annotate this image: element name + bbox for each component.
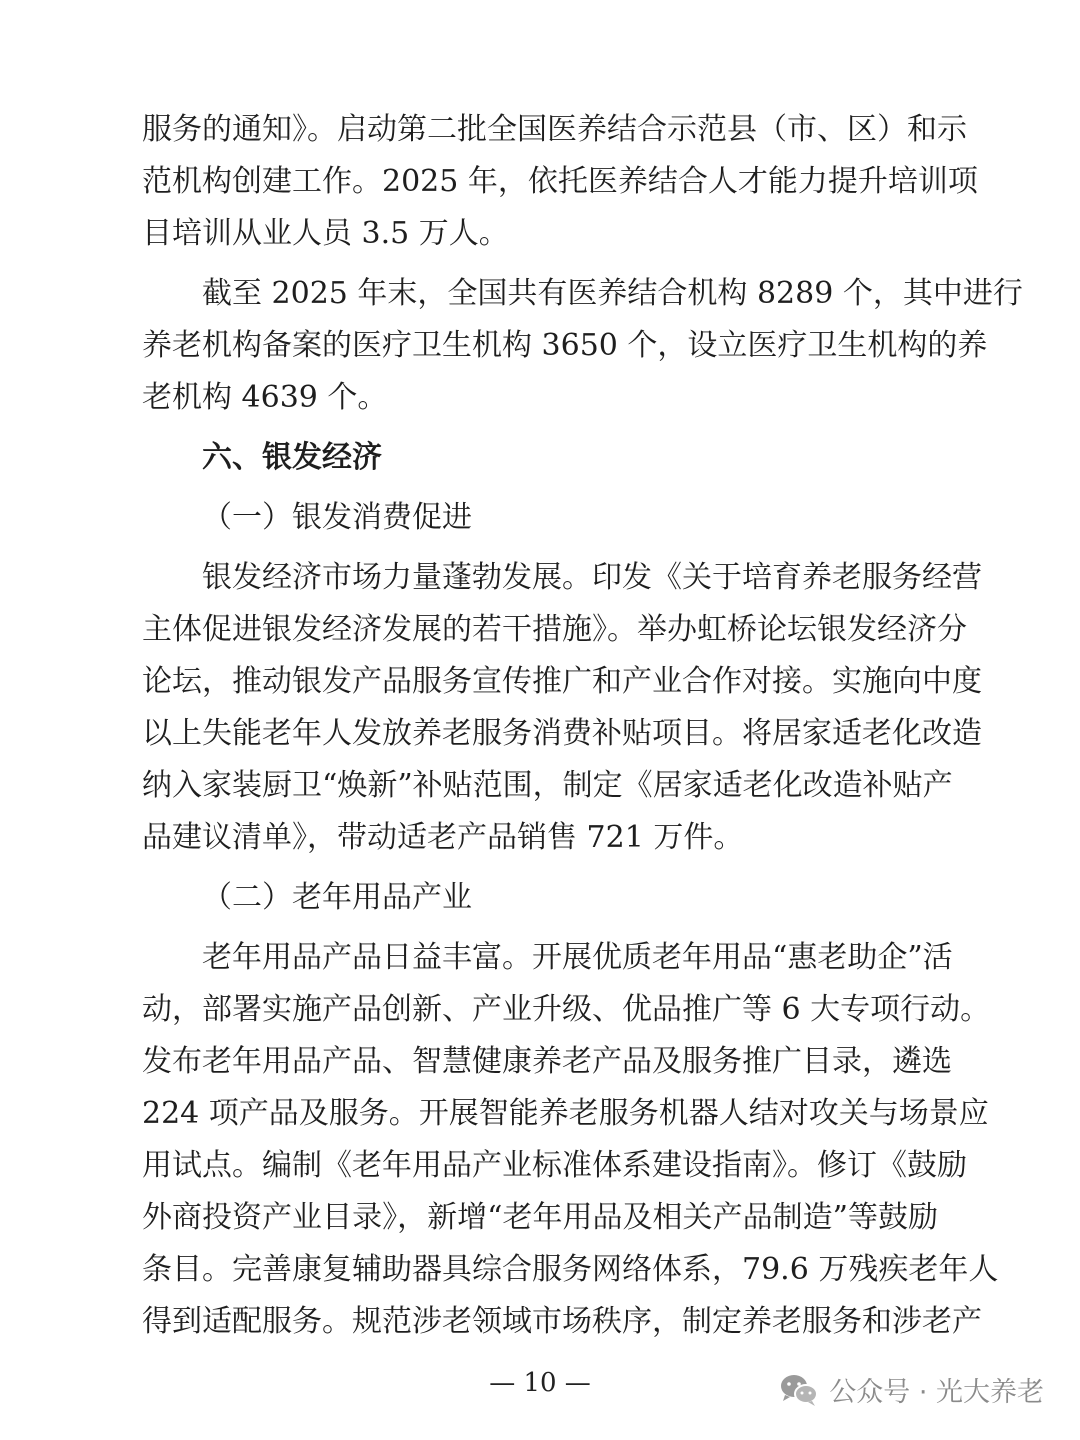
text-line: 主体促进银发经济发展的若干措施》。举办虹桥论坛银发经济分 [142, 612, 967, 647]
text-line: 服务的通知》。启动第二批全国医养结合示范县（市、区）和示 [142, 112, 967, 147]
paragraph-gap [142, 260, 938, 268]
paragraph-gap [142, 924, 938, 932]
paragraph-gap [142, 864, 938, 872]
text-line: 动，部署实施产品创新、产业升级、优品推广等 6 大专项行动。 [142, 992, 991, 1027]
text-line: 截至 2025 年末，全国共有医养结合机构 8289 个，其中进行 [202, 276, 1023, 311]
text-line: 以上失能老年人发放养老服务消费补贴项目。将居家适老化改造 [142, 716, 982, 751]
text-line: 纳入家装厨卫“焕新”补贴范围，制定《居家适老化改造补贴产 [142, 768, 953, 803]
text-line: 条目。完善康复辅助器具综合服务网络体系，79.6 万残疾老年人 [142, 1252, 999, 1287]
text-line: 老机构 4639 个。 [142, 380, 388, 415]
subsection-heading: （二）老年用品产业 [202, 880, 472, 915]
text-line: 目培训从业人员 3.5 万人。 [142, 216, 509, 251]
page-number: — 10 — [489, 1368, 591, 1398]
text-line: 224 项产品及服务。开展智能养老服务机器人结对攻关与场景应 [142, 1096, 989, 1131]
watermark [779, 1370, 1044, 1409]
text-line: 外商投资产业目录》，新增“老年用品及相关产品制造”等鼓励 [142, 1200, 938, 1235]
text-line: 论坛，推动银发产品服务宣传推广和产业合作对接。实施向中度 [142, 664, 982, 699]
paragraph-gap [142, 544, 938, 552]
text-line: 用试点。编制《老年用品产业标准体系建设指南》。修订《鼓励 [142, 1148, 967, 1183]
text-line: 银发经济市场力量蓬勃发展。印发《关于培育养老服务经营 [202, 560, 982, 595]
watermark-text: 公众号 · 光大养老 [829, 1377, 1044, 1408]
text-line: 品建议清单》，带动适老产品销售 721 万件。 [142, 820, 744, 855]
text-line: 发布老年用品产品、智慧健康养老产品及服务推广目录，遴选 [142, 1044, 952, 1079]
text-line: 得到适配服务。规范涉老领域市场秩序，制定养老服务和涉老产 [142, 1304, 982, 1339]
text-line: 养老机构备案的医疗卫生机构 3650 个，设立医疗卫生机构的养 [142, 328, 988, 363]
text-line: 范机构创建工作。2025 年，依托医养结合人才能力提升培训项 [142, 164, 978, 199]
section-heading: 六、银发经济 [202, 440, 382, 475]
document-body [142, 104, 1023, 1348]
text-line: 老年用品产品日益丰富。开展优质老年用品“惠老助企”活 [202, 940, 953, 975]
paragraph-gap [142, 424, 938, 432]
subsection-heading: （一）银发消费促进 [202, 500, 472, 535]
wechat-icon [779, 1373, 819, 1407]
paragraph-gap [142, 484, 938, 492]
